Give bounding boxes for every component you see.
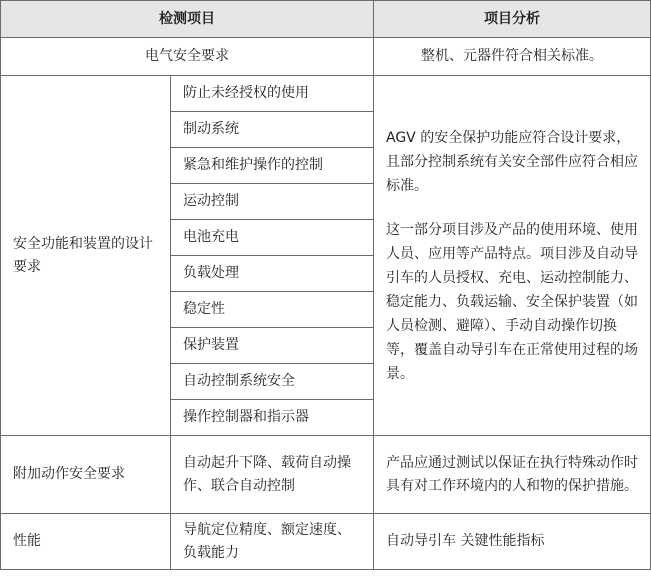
safety-item: 安全功能和装置的设计要求 <box>1 76 171 436</box>
performance-subitem: 导航定位精度、额定速度、负载能力 <box>171 514 374 570</box>
additional-analysis: 产品应通过测试以保证在执行特殊动作时具有对工作环境内的人和物的保护措施。 <box>374 436 651 514</box>
safety-subitem: 自动控制系统安全 <box>171 364 374 400</box>
safety-subitem: 操作控制器和指示器 <box>171 400 374 436</box>
safety-subitem: 稳定性 <box>171 292 374 328</box>
safety-subitem: 紧急和维护操作的控制 <box>171 148 374 184</box>
header-item-analysis: 项目分析 <box>374 1 651 38</box>
safety-analysis-cell <box>374 76 651 436</box>
safety-subitem: 制动系统 <box>171 112 374 148</box>
electrical-item: 电气安全要求 <box>1 38 374 76</box>
table-row-performance <box>1 514 651 570</box>
safety-analysis-paragraph-2: 这一部分项目涉及产品的使用环境、使用人员、应用等产品特点。项目涉及自动导引车的人员授权、充电、运动控制能力、稳定能力、负载运输、安全保护装置（如人员检测、避障）、手动自动操作切换等，覆盖自动导引车在正常使用过程的场景。 <box>386 221 638 382</box>
safety-subitem: 保护装置 <box>171 328 374 364</box>
table-row-safety <box>1 76 651 112</box>
header-test-items: 检测项目 <box>1 1 374 38</box>
table-row-additional <box>1 436 651 514</box>
table-header-row <box>1 1 651 38</box>
safety-subitem: 负载处理 <box>171 256 374 292</box>
safety-subitem: 电池充电 <box>171 220 374 256</box>
safety-subitem: 运动控制 <box>171 184 374 220</box>
additional-subitem: 自动起升下降、载荷自动操作、联合自动控制 <box>171 436 374 514</box>
electrical-analysis: 整机、元器件符合相关标准。 <box>374 38 651 76</box>
performance-analysis: 自动导引车 关键性能指标 <box>374 514 651 570</box>
safety-analysis-paragraph-1: AGV 的安全保护功能应符合设计要求，且部分控制系统有关安全部件应符合相应标准。 <box>386 129 638 194</box>
additional-item: 附加动作安全要求 <box>1 436 171 514</box>
safety-subitem: 防止未经授权的使用 <box>171 76 374 112</box>
performance-item: 性能 <box>1 514 171 570</box>
table-row-electrical <box>1 38 651 76</box>
